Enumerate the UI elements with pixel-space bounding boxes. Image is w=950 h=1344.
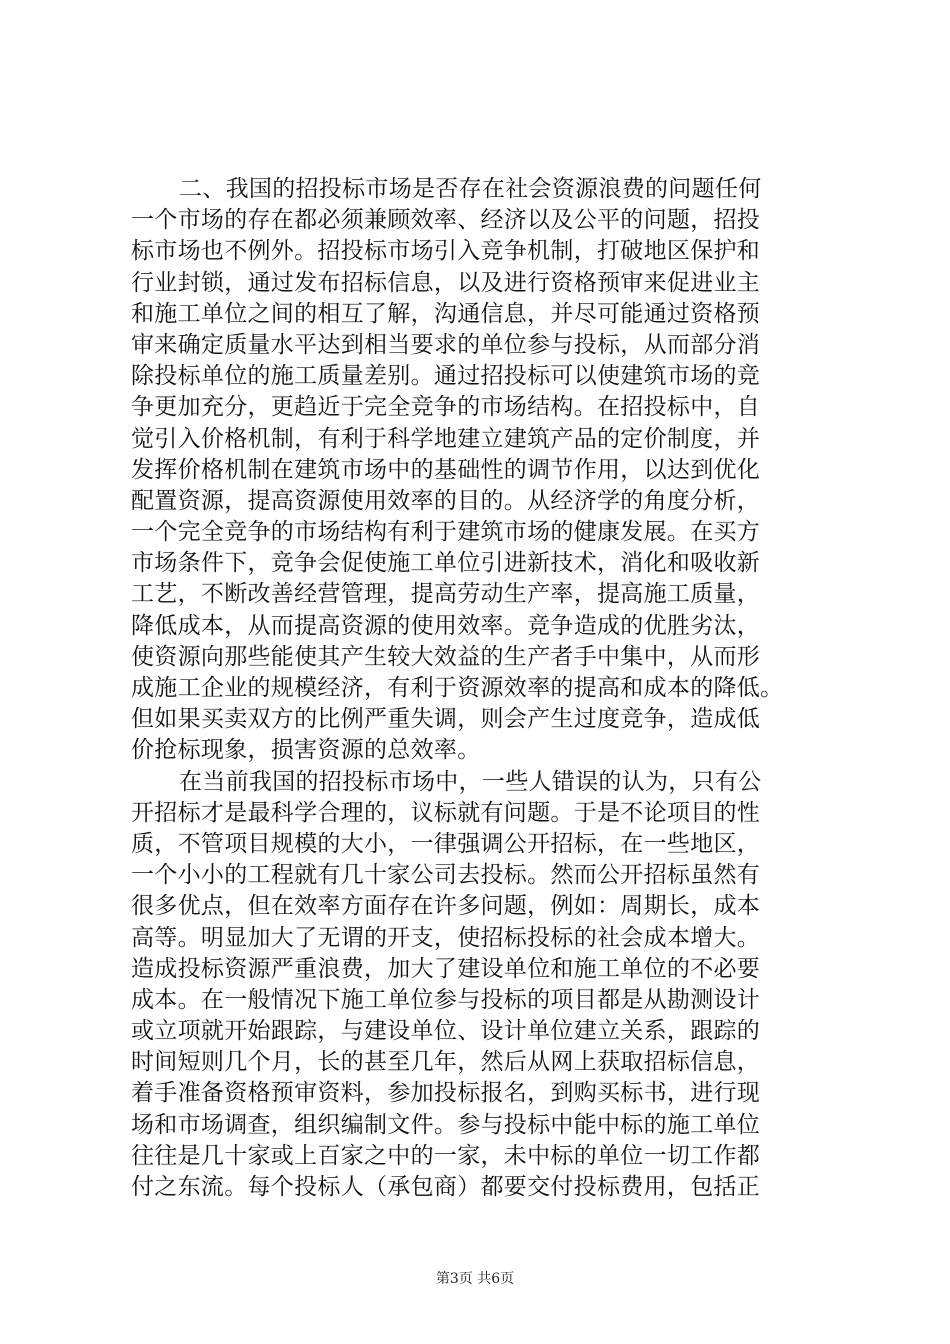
- text-line: 除投标单位的施工质量差别。通过招投标可以使建筑市场的竞: [131, 363, 761, 390]
- text-line: 使资源向那些能使其产生较大效益的生产者手中集中，从而形: [131, 643, 761, 670]
- text-line: 一个完全竞争的市场结构有利于建筑市场的健康发展。在买方: [131, 519, 761, 546]
- text-line: 成本。在一般情况下施工单位参与投标的项目都是从勘测设计: [131, 986, 761, 1013]
- document-body: [131, 174, 851, 1203]
- text-line: 往往是几十家或上百家之中的一家，未中标的单位一切工作都: [131, 1142, 761, 1169]
- paragraph-2: [131, 767, 851, 1204]
- text-line: 价抢标现象，损害资源的总效率。: [131, 737, 481, 764]
- text-line: 质，不管项目规模的大小，一律强调公开招标，在一些地区，: [131, 830, 761, 857]
- text-line: 二、我国的招投标市场是否存在社会资源浪费的问题任何: [179, 176, 762, 202]
- paragraph-1: [131, 174, 851, 767]
- text-line: 标市场也不例外。招投标市场引入竞争机制，打破地区保护和: [131, 238, 761, 265]
- text-line: 在当前我国的招投标市场中，一些人错误的认为，只有公: [179, 768, 762, 795]
- text-line: 开招标才是最科学合理的，议标就有问题。于是不论项目的性: [131, 799, 761, 826]
- text-line: 或立项就开始跟踪，与建设单位、设计单位建立关系，跟踪的: [131, 1018, 761, 1045]
- text-line: 一个小小的工程就有几十家公司去投标。然而公开招标虽然有: [131, 862, 761, 889]
- text-line: 但如果买卖双方的比例严重失调，则会产生过度竞争，造成低: [131, 706, 761, 733]
- text-line: 行业封锁，通过发布招标信息，以及进行资格预审来促进业主: [131, 269, 761, 296]
- text-line: 市场条件下，竞争会促使施工单位引进新技术，消化和吸收新: [131, 550, 761, 577]
- text-line: 工艺，不断改善经营管理，提高劳动生产率，提高施工质量，: [131, 581, 761, 608]
- text-line: 很多优点，但在效率方面存在许多问题，例如：周期长，成本: [131, 893, 761, 920]
- text-line: 配置资源，提高资源使用效率的目的。从经济学的角度分析，: [131, 487, 761, 514]
- text-line: 觉引入价格机制，有利于科学地建立建筑产品的定价制度，并: [131, 425, 761, 452]
- text-line: 场和市场调查，组织编制文件。参与投标中能中标的施工单位: [131, 1111, 761, 1138]
- text-line: 降低成本，从而提高资源的使用效率。竞争造成的优胜劣汰，: [131, 612, 761, 639]
- page-number: 第3页 共6页: [435, 1271, 515, 1287]
- text-line: 和施工单位之间的相互了解，沟通信息，并尽可能通过资格预: [131, 300, 761, 327]
- text-line: 着手准备资格预审资料，参加投标报名，到购买标书，进行现: [131, 1080, 761, 1107]
- text-line: 成施工企业的规模经济，有利于资源效率的提高和成本的降低。: [131, 675, 784, 701]
- text-line: 发挥价格机制在建筑市场中的基础性的调节作用，以达到优化: [131, 456, 761, 483]
- text-line: 审来确定质量水平达到相当要求的单位参与投标，从而部分消: [131, 331, 761, 358]
- text-line: 造成投标资源严重浪费，加大了建设单位和施工单位的不必要: [131, 955, 761, 982]
- text-line: 时间短则几个月，长的甚至几年，然后从网上获取招标信息，: [131, 1049, 761, 1076]
- text-line: 高等。明显加大了无谓的开支，使招标投标的社会成本增大。: [131, 924, 761, 951]
- text-line: 争更加充分，更趋近于完全竞争的市场结构。在招投标中，自: [131, 394, 761, 421]
- text-line: 一个市场的存在都必须兼顾效率、经济以及公平的问题，招投: [131, 207, 761, 234]
- text-line: 付之东流。每个投标人（承包商）都要交付投标费用，包括正: [131, 1174, 761, 1200]
